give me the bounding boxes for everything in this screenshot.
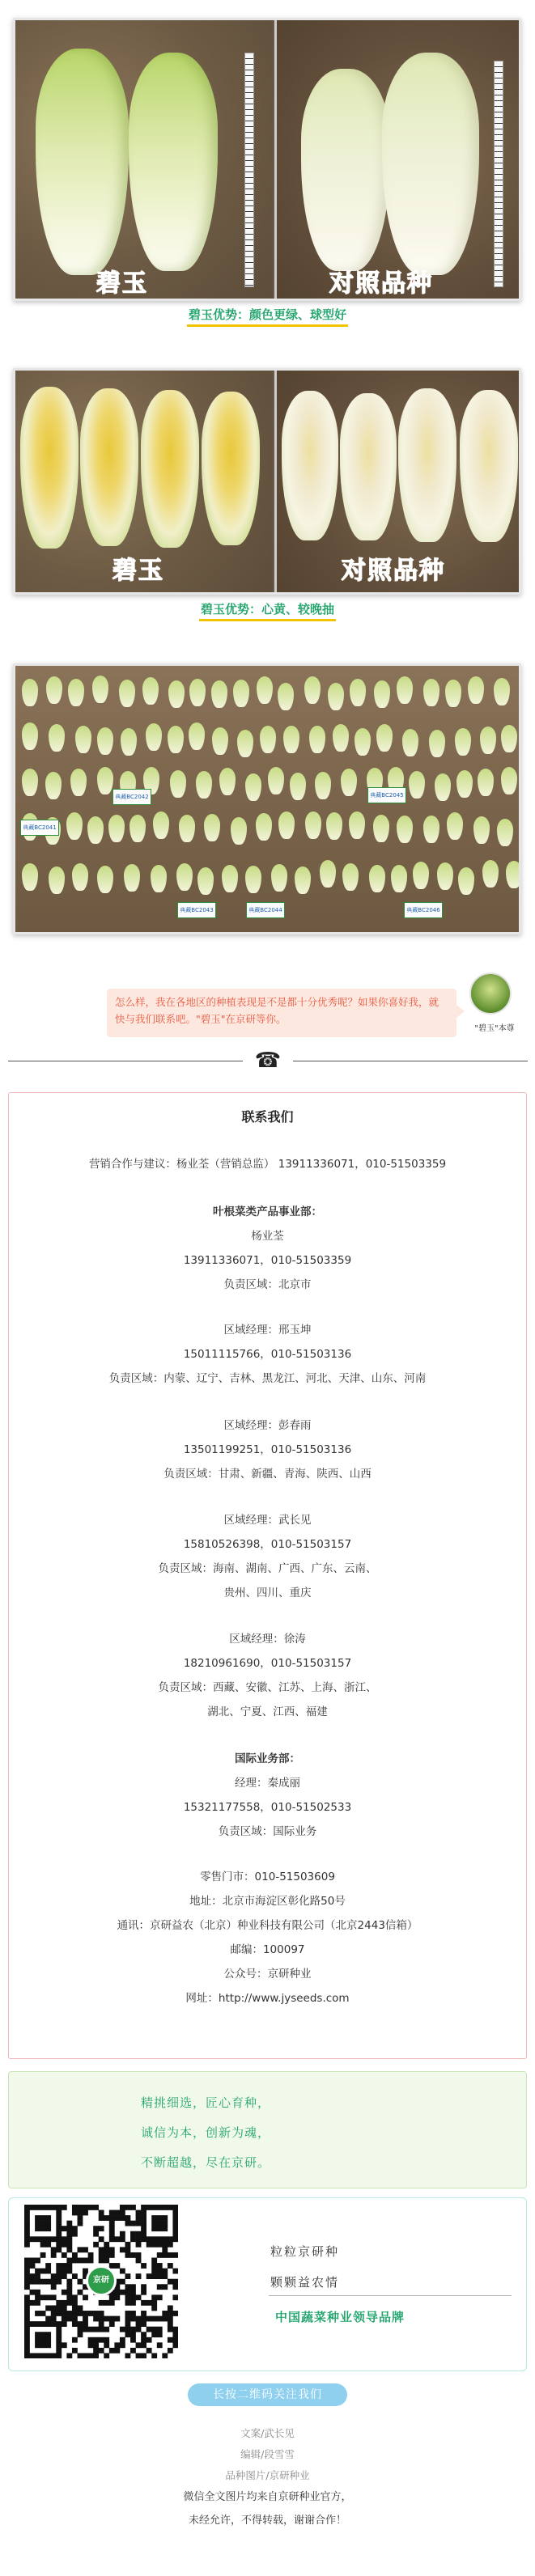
field-cabbage <box>121 728 137 756</box>
field-cabbage <box>196 771 212 799</box>
caption-1: 碧玉优势：颜色更绿、球型好 <box>0 306 535 327</box>
field-cabbage <box>458 867 474 895</box>
field-cabbage <box>22 863 38 891</box>
dept-phone: 13911336071，010-51503359 <box>183 1254 352 1267</box>
field-cabbage <box>75 726 91 753</box>
field-cabbage <box>197 867 214 895</box>
field-cabbage <box>309 726 325 753</box>
field-cabbage <box>130 815 146 842</box>
field-cabbage <box>87 816 104 844</box>
field-cabbage <box>376 724 393 752</box>
field-cabbage <box>245 866 261 893</box>
field-cabbage <box>429 730 445 757</box>
field-cabbage <box>179 815 195 842</box>
dept-person: 杨业荃 <box>251 1230 284 1243</box>
region-area: 负责区域：甘肃、新疆、青海、陕西、山西 <box>163 1468 372 1481</box>
field-cabbage <box>315 772 331 799</box>
field-cabbage <box>146 723 162 751</box>
dept-title: 叶根菜类产品事业部： <box>213 1205 322 1218</box>
field-tag: 典藏BC2044 <box>246 902 285 918</box>
field-cabbage <box>153 811 169 839</box>
field-cabbage <box>341 769 357 796</box>
field-cabbage <box>409 771 425 799</box>
field-cabbage <box>256 813 272 841</box>
field-cabbage <box>413 862 429 889</box>
region-phone: 15011115766，010-51503136 <box>183 1348 352 1361</box>
field-cabbage <box>212 727 228 755</box>
credit-images: 品种图片/京研种业 <box>225 2469 310 2481</box>
slogan-line: 不断超越，尽在京研。 <box>141 2155 271 2170</box>
credit-editor: 编辑/段雪雪 <box>240 2448 295 2460</box>
brand-tagline: 中国蔬菜种业领导品牌 <box>275 2310 405 2324</box>
region-area: 负责区域：海南、湖南、广西、广东、云南、 <box>158 1562 377 1575</box>
avatar-caption: "碧玉"本尊 <box>474 1024 515 1033</box>
field-cabbage <box>97 866 113 893</box>
copyright-line: 未经允许，不得转载，谢谢合作！ <box>188 2515 346 2527</box>
field-cabbage <box>369 865 385 892</box>
field-tag: 典藏BC2042 <box>113 789 151 805</box>
field-cabbage <box>437 862 453 890</box>
field-cabbage <box>445 680 461 707</box>
field-cabbage <box>290 773 306 800</box>
field-cabbage <box>49 724 65 752</box>
field-cabbage <box>456 770 473 798</box>
field-cabbage <box>189 679 206 706</box>
qr-slogan: 颗颗益农情 <box>270 2275 340 2290</box>
photo-comparison-whole <box>13 18 521 301</box>
credit-writer: 文案/武长见 <box>240 2427 295 2439</box>
field-cabbage <box>497 819 513 846</box>
field-cabbage <box>233 680 249 707</box>
field-cabbage <box>355 728 371 756</box>
field-cabbage <box>97 767 113 794</box>
retail-phone: 零售门市：010-51503609 <box>200 1871 335 1883</box>
field-cabbage <box>494 678 510 705</box>
field-cabbage <box>320 860 336 888</box>
field-cabbage <box>176 863 193 891</box>
field-cabbage <box>22 722 38 750</box>
field-cabbage <box>237 730 253 757</box>
chat-bubble: 怎么样，我在各地区的种植表现是不是都十分优秀呢？如果你喜好我，就快与我们联系吧。"碧玉"在京研等你。 <box>107 989 456 1037</box>
postcode: 邮编：100097 <box>230 1943 305 1956</box>
region-area: 湖北、宁夏、江西、福建 <box>207 1705 328 1718</box>
field-cabbage <box>402 729 418 756</box>
follow-button[interactable]: 长按二维码关注我们 <box>188 2383 347 2406</box>
region-manager: 区域经理：徐涛 <box>229 1633 306 1646</box>
wechat-account: 公众号：京研种业 <box>223 1968 312 1981</box>
field-cabbage <box>468 676 484 704</box>
phone-icon: ☎ <box>254 1049 282 1073</box>
field-tag: 典藏BC2041 <box>20 820 59 836</box>
field-cabbage <box>423 816 439 843</box>
field-cabbage <box>271 864 287 892</box>
field-tag: 典藏BC2043 <box>177 902 216 918</box>
region-manager: 区域经理：邢玉坤 <box>223 1324 312 1337</box>
field-tag: 典藏BC2046 <box>404 902 443 918</box>
field-cabbage <box>142 677 159 705</box>
field-cabbage <box>473 816 490 844</box>
field-cabbage <box>151 865 167 892</box>
intl-phone: 15321177558，010-51502533 <box>183 1801 352 1814</box>
qr-slogan: 粒粒京研种 <box>270 2244 340 2259</box>
field-cabbage <box>222 865 238 892</box>
field-cabbage <box>278 811 295 839</box>
field-cabbage <box>72 863 88 891</box>
region-area: 贵州、四川、重庆 <box>223 1587 312 1599</box>
slogan-line: 精挑细选，匠心育种， <box>141 2095 271 2110</box>
field-cabbage <box>342 863 359 891</box>
field-cabbage <box>260 726 276 753</box>
field-tag: 典藏BC2045 <box>367 787 406 803</box>
region-phone: 13501199251，010-51503136 <box>183 1443 352 1456</box>
field-cabbage <box>482 860 499 888</box>
region-area: 负责区域：西藏、安徽、江苏、上海、浙江、 <box>158 1681 377 1694</box>
intl-area: 负责区域：国际业务 <box>218 1825 317 1838</box>
contact-title: 联系我们 <box>241 1109 294 1125</box>
field-cabbage <box>46 676 62 704</box>
field-cabbage <box>257 676 273 704</box>
field-cabbage <box>245 773 261 801</box>
field-cabbage <box>22 769 38 796</box>
contact-sales: 营销合作与建议：杨业荃（营销总监） 13911336071，010-51503359 <box>88 1158 447 1171</box>
photo2-label-right: 对照品种 <box>342 557 445 585</box>
field-cabbage <box>97 727 113 755</box>
avatar <box>469 972 512 1015</box>
region-manager: 区域经理：武长见 <box>223 1514 312 1527</box>
field-cabbage <box>92 676 108 703</box>
field-cabbage <box>328 683 344 710</box>
field-cabbage <box>295 866 311 894</box>
field-cabbage <box>333 724 349 752</box>
slogan-line: 诚信为本，创新为魂， <box>141 2125 271 2140</box>
field-cabbage <box>189 722 205 750</box>
field-cabbage <box>501 725 517 752</box>
region-phone: 18210961690，010-51503157 <box>183 1657 352 1670</box>
photo1-label-right: 对照品种 <box>329 269 433 298</box>
field-cabbage <box>326 812 342 840</box>
brand-logo-icon: 京研 <box>86 2265 117 2296</box>
field-cabbage <box>349 811 365 839</box>
region-manager: 区域经理：彭春雨 <box>223 1419 312 1432</box>
field-cabbage <box>168 680 185 708</box>
qr-divider <box>269 2295 512 2296</box>
field-cabbage <box>501 767 517 794</box>
field-cabbage <box>211 680 227 708</box>
field-cabbage <box>397 816 413 843</box>
field-cabbage <box>45 772 62 799</box>
field-cabbage <box>304 676 321 704</box>
address: 地址：北京市海淀区彰化路50号 <box>189 1895 346 1908</box>
region-area: 负责区域：内蒙、辽宁、吉林、黑龙江、河北、天津、山东、河南 <box>108 1372 427 1385</box>
field-cabbage <box>70 769 87 796</box>
photo-trial-field <box>13 663 521 934</box>
field-cabbage <box>278 683 294 710</box>
field-cabbage <box>108 815 125 842</box>
field-cabbage <box>435 773 451 801</box>
field-cabbage <box>219 768 236 795</box>
field-cabbage <box>283 726 299 753</box>
copyright-line: 微信全文图片均来自京研种业官方， <box>183 2491 352 2503</box>
field-cabbage <box>506 861 521 888</box>
field-cabbage <box>350 679 366 706</box>
intl-title: 国际业务部： <box>235 1752 300 1765</box>
mail-address: 通讯：京研益农（北京）种业科技有限公司（北京2443信箱） <box>117 1919 418 1932</box>
field-cabbage <box>455 728 471 756</box>
field-cabbage <box>22 679 38 706</box>
field-cabbage <box>374 680 390 708</box>
field-cabbage <box>447 812 463 840</box>
field-cabbage <box>204 814 220 841</box>
field-cabbage <box>119 680 135 707</box>
caption-2: 碧玉优势：心黄、较晚抽 <box>0 600 535 621</box>
field-cabbage <box>397 676 413 704</box>
field-cabbage <box>124 864 140 892</box>
photo2-label-left: 碧玉 <box>113 557 164 585</box>
field-cabbage <box>231 817 247 845</box>
dept-area: 负责区域：北京市 <box>223 1278 312 1291</box>
field-cabbage <box>480 727 496 754</box>
field-cabbage <box>170 770 186 798</box>
region-phone: 15810526398，010-51503157 <box>183 1538 352 1551</box>
field-cabbage <box>423 679 439 706</box>
field-cabbage <box>168 726 184 753</box>
field-cabbage <box>391 865 407 892</box>
website-link[interactable]: 网址：http://www.jyseeds.com <box>185 1992 350 2005</box>
intl-manager: 经理：秦成丽 <box>235 1777 300 1790</box>
field-cabbage <box>373 815 389 842</box>
photo1-label-left: 碧玉 <box>96 269 148 298</box>
photo-comparison-split <box>13 368 521 595</box>
field-cabbage <box>66 812 83 840</box>
field-cabbage <box>478 769 494 796</box>
field-cabbage <box>268 767 284 794</box>
field-cabbage <box>49 866 65 894</box>
field-cabbage <box>305 811 321 839</box>
field-cabbage <box>68 679 84 706</box>
